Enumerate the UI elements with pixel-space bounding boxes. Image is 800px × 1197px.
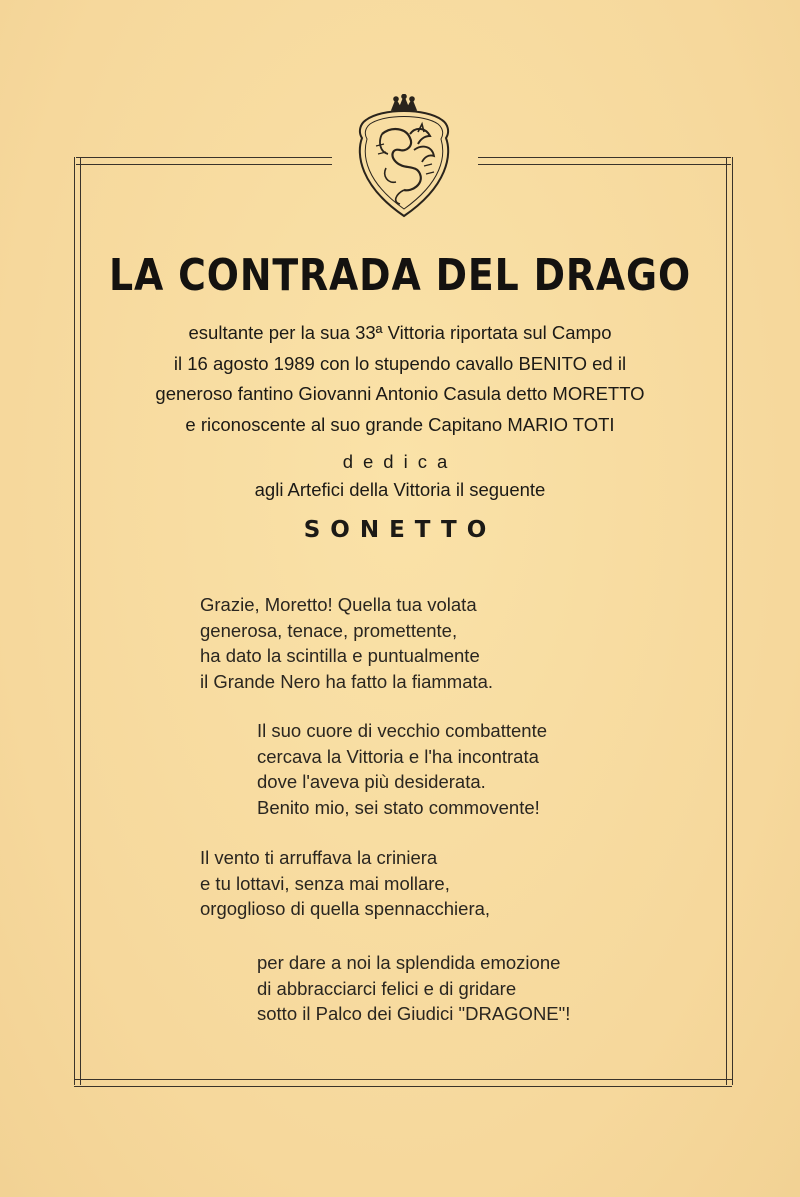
intro-line: e riconoscente al suo grande Capitano MARIO TOTI <box>185 413 615 435</box>
sonnet-stanza-2 <box>257 718 547 820</box>
verse-line: ha dato la scintilla e puntualmente <box>200 645 480 666</box>
intro-line: il 16 agosto 1989 con lo stupendo cavallo BENITO ed il <box>173 352 627 374</box>
verse-line: il Grande Nero ha fatto la fiammata. <box>200 670 494 692</box>
verse-line: orgoglioso di quella spennacchiera, <box>200 898 491 919</box>
verse-line: e tu lottavi, senza mai mollare, <box>200 872 450 894</box>
verse-line: generosa, tenace, promettente, <box>200 619 458 641</box>
verse-line: cercava la Vittoria e l'ha incontrata <box>257 745 539 767</box>
verse-line: Il vento ti arruffava la criniera <box>200 847 438 868</box>
frame-top-left-rule <box>76 157 332 165</box>
verse-line: Grazie, Moretto! Quella tua volata <box>200 594 477 615</box>
verse-line: per dare a noi la splendida emozione <box>257 952 561 973</box>
sonnet-stanza-4 <box>257 950 570 1027</box>
page-title: LA CONTRADA DEL DRAGO <box>109 250 691 301</box>
sonnet-stanza-1 <box>200 592 493 694</box>
verse-line: sotto il Palco dei Giudici "DRAGONE"! <box>257 1003 571 1024</box>
dragon-crest-icon <box>352 94 456 220</box>
verse-line: Il suo cuore di vecchio combattente <box>257 720 547 741</box>
dedication-word: dedica <box>342 451 458 472</box>
dedication-line: agli Artefici della Vittoria il seguente <box>254 479 546 500</box>
sonnet-stanza-3 <box>200 845 490 922</box>
verse-line: di abbracciarci felici e di gridare <box>257 977 517 999</box>
frame-bottom-rule <box>74 1079 732 1087</box>
intro-paragraph <box>0 318 800 440</box>
verse-line: dove l'aveva più desiderata. <box>257 771 486 792</box>
frame-top-right-rule <box>478 157 731 165</box>
sonnet-heading: SONETTO <box>303 517 497 543</box>
verse-line: Benito mio, sei stato commovente! <box>257 796 540 818</box>
intro-line: esultante per la sua 33ª Vittoria riportata sul Campo <box>188 322 612 343</box>
intro-line: generoso fantino Giovanni Antonio Casula detto MORETTO <box>155 383 645 404</box>
